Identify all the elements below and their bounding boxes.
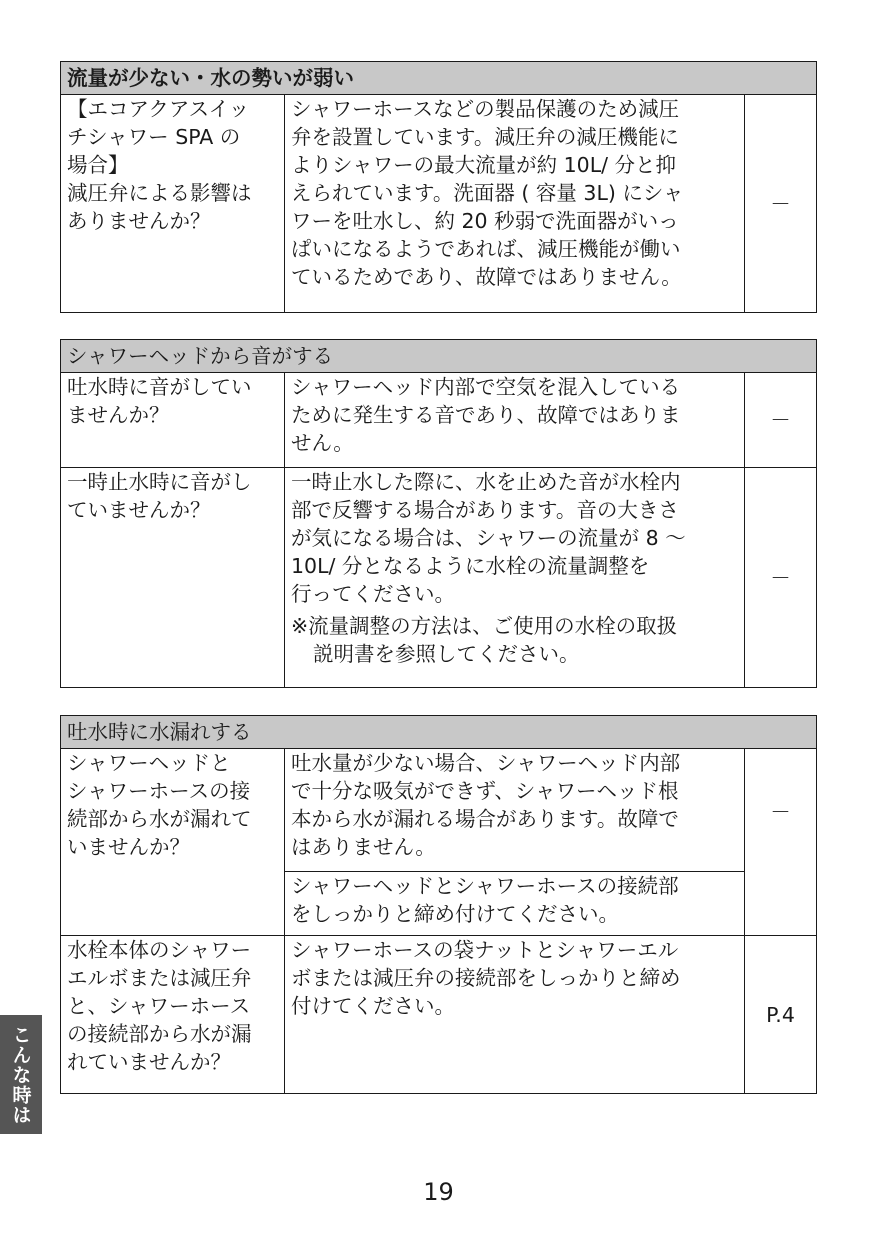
table-row	[61, 373, 817, 468]
remedy-cell: シャワーヘッド内部で空気を混入している ために発生する音であり、故障ではありま せん。	[285, 373, 745, 468]
section-title: シャワーヘッドから音がする	[61, 340, 817, 373]
section-water-leak	[60, 715, 817, 1094]
section-low-flow	[60, 61, 817, 313]
remedy-cell: シャワーホースなどの製品保護のため減圧 弁を設置しています。減圧弁の減圧機能に よりシャワーの最大流量が約 10L/ 分と抑 えられています。洗面器 ( 容量 3L) にシャ ワーを吐水し、約 20 秒弱で洗面器がいっ ぱいになるようであれば、減圧機能が働い ているためであり、故障ではありません。	[285, 95, 745, 313]
reference-cell: －	[745, 373, 817, 468]
reference-cell: －	[745, 749, 817, 936]
remedy-cell: 吐水量が少ない場合、シャワーヘッド内部 で十分な吸気ができず、シャワーヘッド根 本から水が漏れる場合があります。故障で はありません。	[285, 749, 745, 872]
cause-cell: 吐水時に音がしてい ませんか？	[61, 373, 285, 468]
table-row	[61, 95, 817, 313]
cause-cell: シャワーヘッドと シャワーホースの接 続部から水が漏れて いませんか？	[61, 749, 285, 936]
table-row	[61, 936, 817, 1094]
section-title: 吐水時に水漏れする	[61, 716, 817, 749]
section-shower-noise	[60, 339, 817, 688]
table-row	[61, 749, 817, 872]
remedy-cell: シャワーヘッドとシャワーホースの接続部 をしっかりと締め付けてください。	[285, 872, 745, 936]
table-row	[61, 468, 817, 688]
remedy-cell: 一時止水した際に、水を止めた音が水栓内 部で反響する場合があります。音の大きさ が気になる場合は、シャワーの流量が 8 ～ 10L/ 分となるように水栓の流量調整を 行ってください。 ※流量調整の方法は、ご使用の水栓の取扱 説明書を参照してください。	[285, 468, 745, 688]
chapter-side-tab: こんな時は	[0, 1015, 42, 1134]
reference-cell: P.4	[745, 936, 817, 1094]
cause-cell: 水栓本体のシャワー エルボまたは減圧弁 と、シャワーホース の接続部から水が漏 れていませんか？	[61, 936, 285, 1094]
page-number: 19	[423, 1178, 454, 1206]
remedy-cell: シャワーホースの袋ナットとシャワーエル ボまたは減圧弁の接続部をしっかりと締め 付けてください。	[285, 936, 745, 1094]
section-title: 流量が少ない・水の勢いが弱い	[61, 62, 817, 95]
note-text: ※流量調整の方法は、ご使用の水栓の取扱	[291, 614, 678, 638]
reference-cell: －	[745, 468, 817, 688]
cause-cell: 一時止水時に音がし ていませんか？	[61, 468, 285, 688]
note-text: 説明書を参照してください。	[313, 642, 580, 666]
cause-cell: 【エコアクアスイッ チシャワー SPA の 場合】 減圧弁による影響は ありませんか？	[61, 95, 285, 313]
reference-cell: －	[745, 95, 817, 313]
